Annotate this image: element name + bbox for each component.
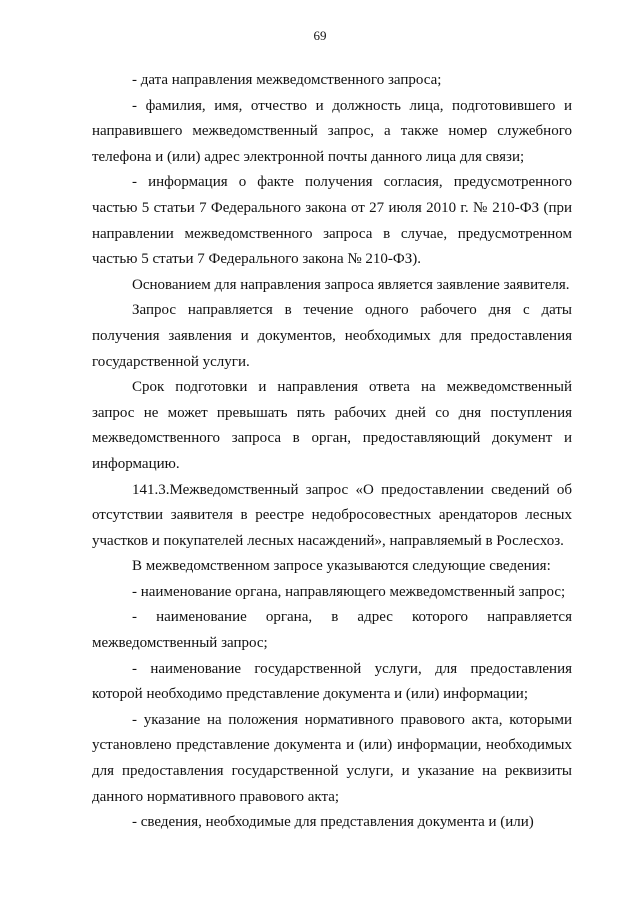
- paragraph-recipient-organ: - наименование органа, в адрес которого направляется межведомственный запрос;: [92, 609, 572, 652]
- document-body: [92, 68, 572, 836]
- paragraph-request-basis: Основанием для направления запроса является заявление заявителя.: [132, 276, 570, 293]
- paragraph-legal-basis: - указание на положения нормативного правового акта, которыми установлено представление документа и (или) информации, необходимых для предоставления государственной услуги, и указание на реквизиты данного нормативного правового акта;: [92, 711, 572, 805]
- paragraph-response-deadline: Срок подготовки и направления ответа на межведомственный запрос не может превышать пять рабочих дней со дня поступления межведомственного запроса в орган, предоставляющий документ и информацию.: [92, 379, 572, 472]
- paragraph-consent-info: - информация о факте получения согласия, предусмотренного частью 5 статьи 7 Федерального закона от 27 июля 2010 г. № 210-ФЗ (при направлении межведомственного запроса в случае, предусмотренном частью 5 статьи 7 Федерального закона № 210-ФЗ).: [92, 174, 572, 268]
- paragraph-responsible-person: - фамилия, имя, отчество и должность лица, подготовившего и направившего межведомственный запрос, а также номер служебного телефона и (или) адрес электронной почты данного лица для связи;: [92, 97, 572, 165]
- paragraph-request-date: - дата направления межведомственного запроса;: [132, 72, 442, 88]
- paragraph-sender-organ: - наименование органа, направляющего межведомственный запрос;: [132, 583, 566, 600]
- paragraph-required-info: - сведения, необходимые для представления документа и (или): [132, 814, 534, 831]
- paragraph-service-name: - наименование государственной услуги, для предоставления которой необходимо представление документа и (или) информации;: [92, 660, 572, 703]
- page-number: 69: [313, 28, 327, 43]
- paragraph-request-details-intro: В межведомственном запросе указываются следующие сведения:: [132, 558, 551, 575]
- paragraph-request-timing: Запрос направляется в течение одного рабочего дня с даты получения заявления и документов, необходимых для предоставления государственной услуги.: [92, 302, 572, 370]
- paragraph-section-141-3: 141.3.Межведомственный запрос «О предоставлении сведений об отсутствии заявителя в реестре недобросовестных арендаторов лесных участков и покупателей лесных насаждений», направляемый в Рослесхоз.: [92, 481, 572, 549]
